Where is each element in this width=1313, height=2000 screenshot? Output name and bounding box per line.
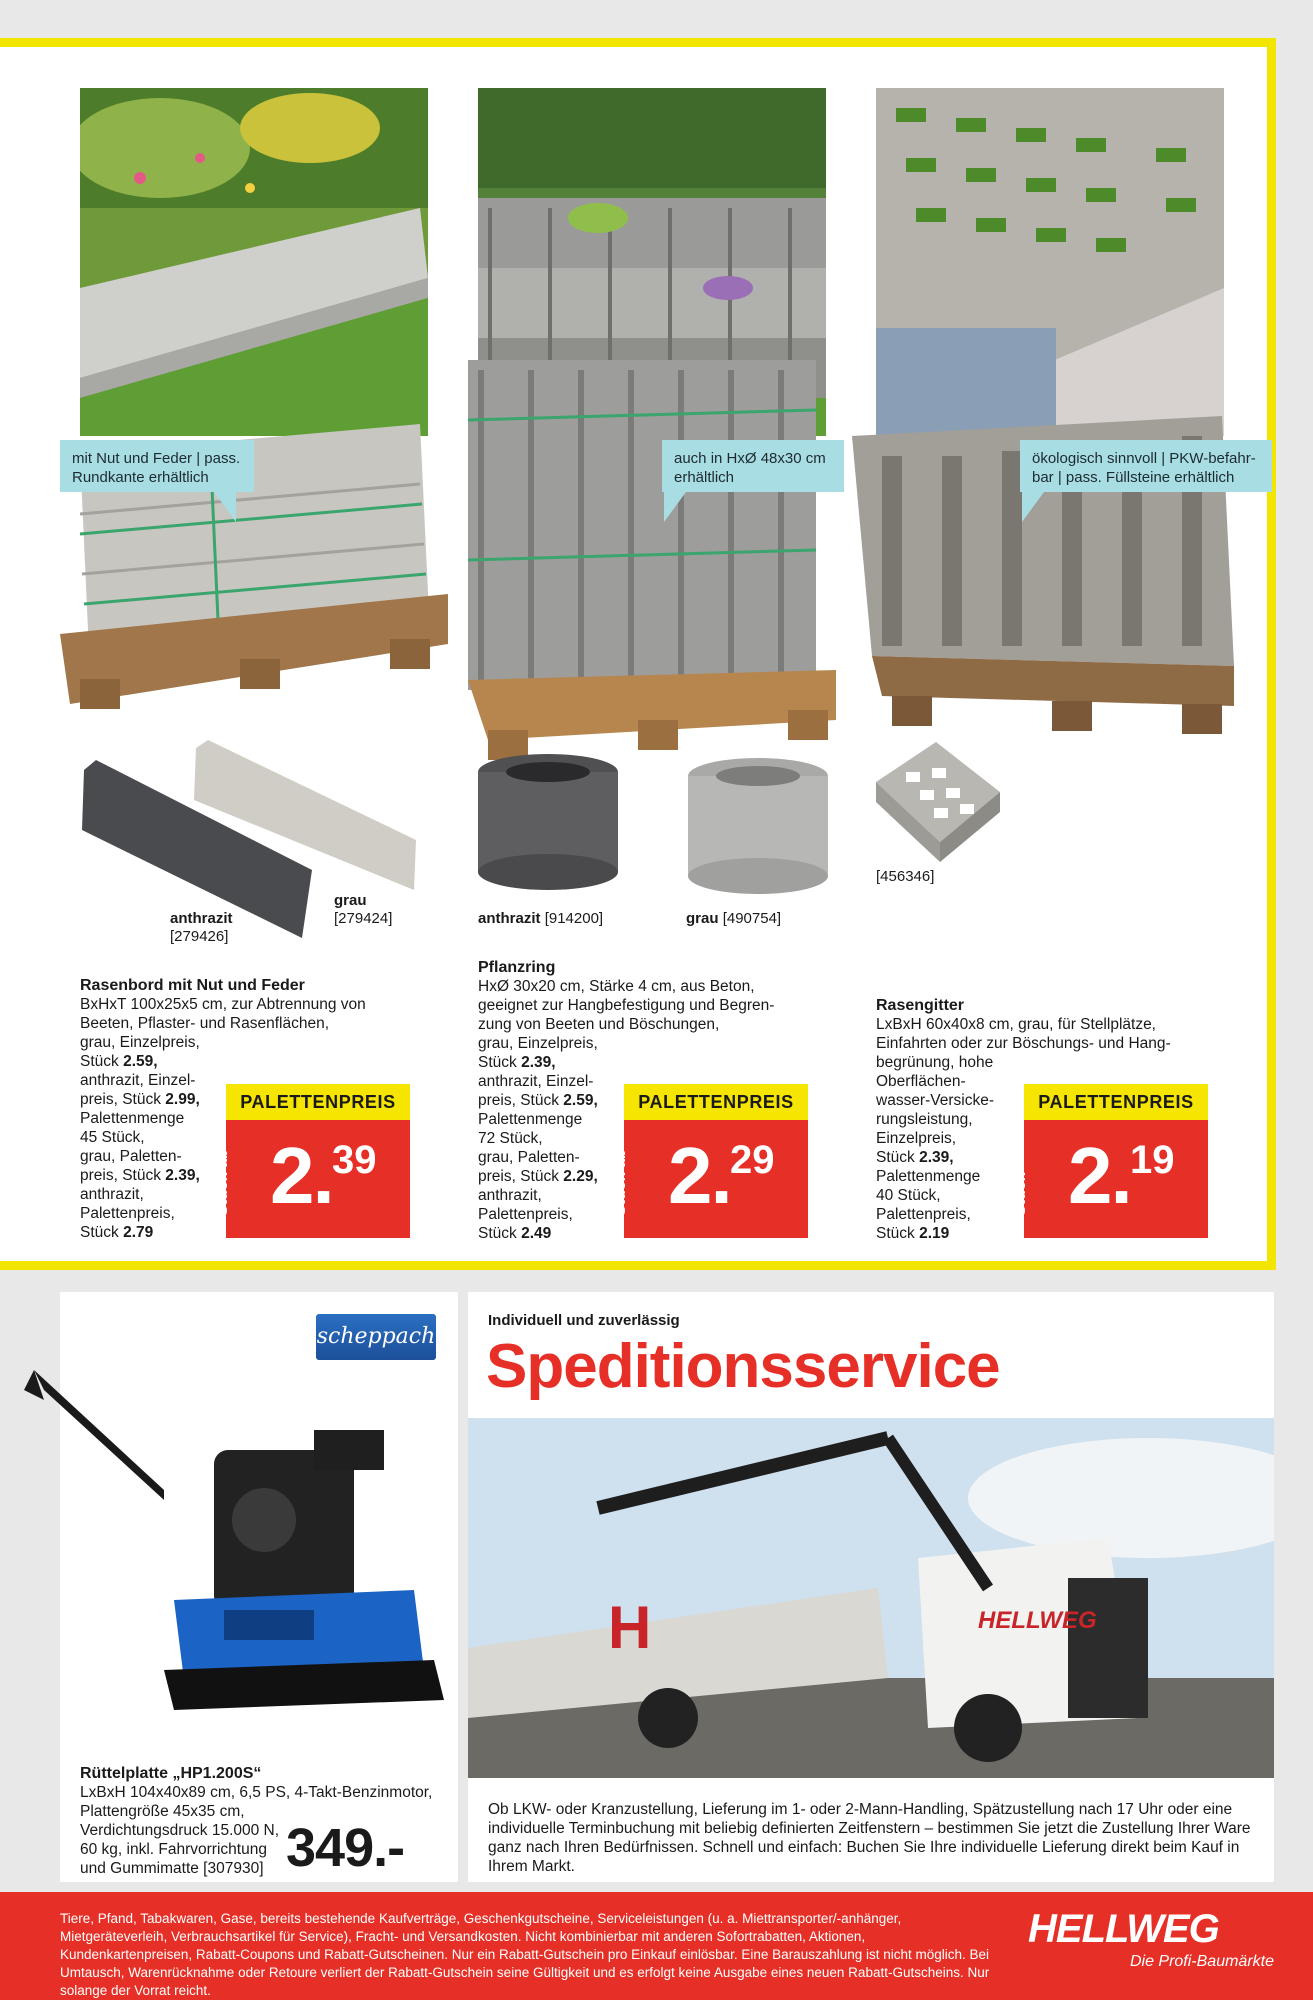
feature-bubble-edging [60, 440, 254, 492]
bubble-tail [664, 492, 686, 522]
price-decimal: 19 [1130, 1138, 1175, 1182]
desc-line: grau, Einzelpreis, [478, 1035, 598, 1052]
price-box [612, 1120, 808, 1238]
desc-line: BxHxT 100x25x5 cm, zur Abtrennung von [80, 996, 366, 1013]
price-prefix: Stück ab [214, 1149, 231, 1216]
price-line: Palettenpreis, [80, 1205, 175, 1222]
planting-ring-anthracite-image [476, 752, 620, 892]
hellweg-tagline: Die Profi-Baumärkte [1129, 1953, 1274, 1970]
price-decimal: 29 [730, 1138, 775, 1182]
desc-line: zung von Beeten und Böschungen, [478, 1016, 720, 1033]
bubble-tail [1022, 492, 1044, 522]
price-line: preis, Stück 2.99, [80, 1091, 200, 1108]
bubble-text: mit Nut und Feder | pass. Rundkante erhältlich [72, 450, 241, 486]
price-prefix: Stück ab [612, 1149, 629, 1216]
variant-name: grau [686, 910, 719, 927]
desc-line: wasser-Versicke- [876, 1092, 994, 1109]
price-line: anthrazit, [478, 1187, 542, 1204]
desc-line: Oberflächen- [876, 1073, 966, 1090]
price-line: preis, Stück 2.39, [80, 1167, 200, 1184]
feature-bubble-grass-paver [1020, 440, 1272, 492]
price-line: preis, Stück 2.29, [478, 1168, 598, 1185]
scheppach-logo: scheppach [316, 1314, 436, 1360]
feature-bubble-planting-ring [662, 440, 844, 492]
variant-label-ring-grey [686, 910, 836, 928]
grass-paver-single-image [876, 742, 1000, 874]
price-line: grau, Paletten- [478, 1149, 580, 1166]
desc-line: 60 kg, inkl. Fahrvorrichtung [80, 1841, 267, 1858]
desc-line: Verdichtungsdruck 15.000 N, [80, 1822, 280, 1839]
price-line: Stück 2.59, [80, 1053, 158, 1070]
variant-label-edging-grey [334, 892, 454, 928]
price-line: anthrazit, Einzel- [478, 1073, 594, 1090]
service-headline: Speditionsservice [486, 1332, 1000, 1401]
product-title: Pflanzring [478, 959, 556, 976]
desc-line: HxØ 30x20 cm, Stärke 4 cm, aus Beton, [478, 978, 755, 995]
price-line: 40 Stück, [876, 1187, 941, 1204]
variant-sku: [914200] [544, 910, 604, 927]
price-line: Palettenpreis, [478, 1206, 573, 1223]
price-line: Palettenpreis, [876, 1206, 971, 1223]
desc-line: grau, Einzelpreis, [80, 1034, 200, 1051]
product-title: Rüttelplatte „HP1.200S“ [80, 1765, 262, 1782]
desc-line: LxBxH 60x40x8 cm, grau, für Stellplätze, [876, 1016, 1156, 1033]
delivery-truck-photo [468, 1418, 1274, 1778]
price-integer: 2. [668, 1131, 731, 1220]
price-tag-planting-ring [612, 1084, 808, 1238]
price-line: Palettenmenge [876, 1168, 981, 1185]
desc-line: begrünung, hohe [876, 1054, 994, 1071]
product-title: Rasenbord mit Nut und Feder [80, 977, 305, 994]
price-line: Stück 2.49 [478, 1225, 552, 1242]
planting-ring-pallet-image [468, 360, 836, 780]
variant-sku: [490754] [722, 910, 782, 927]
desc-line: Beeten, Pflaster- und Rasenflächen, [80, 1015, 330, 1032]
price-line: Palettenmenge [478, 1111, 583, 1128]
price-line: preis, Stück 2.59, [478, 1092, 598, 1109]
price-decimal: 39 [332, 1138, 377, 1182]
price-tag-edging [214, 1084, 410, 1238]
price-integer: 2. [1068, 1131, 1131, 1220]
price-line: Stück 2.39, [478, 1054, 556, 1071]
edging-grey-image [190, 740, 420, 890]
variant-name: anthrazit [478, 910, 541, 927]
product-title: Rasengitter [876, 997, 965, 1014]
desc-line: Plattengröße 45x35 cm, [80, 1803, 245, 1820]
price-line: Stück 2.19 [876, 1225, 950, 1242]
bubble-text: auch in HxØ 48x30 cm erhältlich [674, 450, 826, 486]
service-body: Ob LKW- oder Kranzustellung, Lieferung im 1- oder 2-Mann-Handling, Spätzustellung nach 17 Uhr oder eine individuelle Terminbuchung mit beliebig definierten Zeitfenstern – bestimmen Sie jetzt die Zustellung Ihrer Ware ganz nach Ihren Bedürfnissen. Schnell und einfach: Buchen Sie Ihre individuelle Lieferung direkt beim Kauf in Ihrem Markt. [488, 1801, 1251, 1875]
price-line: anthrazit, Einzel- [80, 1072, 196, 1089]
price-prefix: Stück [1012, 1172, 1029, 1216]
variant-name: grau [334, 892, 367, 909]
price-tag-grass-paver [1012, 1084, 1208, 1238]
price-box [1012, 1120, 1208, 1238]
desc-line: LxBxH 104x40x89 cm, 6,5 PS, 4-Takt-Benzinmotor, [80, 1784, 433, 1801]
footer-legal-text: Tiere, Pfand, Tabakwaren, Gase, bereits bestehende Kaufverträge, Geschenkgutscheine, Serviceleistungen (u. a. Miettransporter/-anhänger, Mietgeräteverleih, Verbrauchsartikel für Service), Fracht- und Versandkosten. Nicht kombinierbar mit anderen Sofortrabatten, Aktionen, Kundenkartenpreisen, Rabatt-Coupons und Rabatt-Gutscheinen. Nur ein Rabatt-Gutschein pro Einkauf einlösbar. Eine Barauszahlung ist nicht möglich. Bei Umtausch, Warenrücknahme oder Retoure verliert der Rabatt-Gutschein seine Gültigkeit und es erfolgt keine Ausgabe eines neuen Rabatt-Gutscheins. Nur solange der Vorrat reicht. [60, 1911, 990, 1998]
planting-ring-grey-image [686, 756, 830, 896]
grass-paver-photo [876, 88, 1224, 436]
bubble-tail [214, 492, 236, 522]
variant-sku: [279426] [170, 928, 229, 945]
variant-label-grass-paver [876, 868, 996, 886]
hellweg-logo: HELLWEG [1028, 1907, 1219, 1951]
price-line: grau, Paletten- [80, 1148, 182, 1165]
service-kicker: Individuell und zuverlässig [488, 1312, 680, 1329]
price-line: 45 Stück, [80, 1129, 145, 1146]
desc-line: rungsleistung, [876, 1111, 973, 1128]
price-box [214, 1120, 410, 1238]
variant-sku: [456346] [876, 868, 935, 885]
truck-letter-text: H [608, 1594, 652, 1661]
variant-name: anthrazit [170, 910, 233, 927]
pallet-price-banner: PALETTENPREIS [1024, 1084, 1208, 1120]
compactor-price: 349.- [286, 1818, 405, 1878]
desc-line: und Gummimatte [307930] [80, 1860, 264, 1877]
desc-line: geeignet zur Hangbefestigung und Begren- [478, 997, 775, 1014]
pallet-price-banner: PALETTENPREIS [226, 1084, 410, 1120]
pallet-price-banner: PALETTENPREIS [624, 1084, 808, 1120]
plate-compactor-image [14, 1350, 444, 1720]
desc-line: Einfahrten oder zur Böschungs- und Hang- [876, 1035, 1171, 1052]
price-integer: 2. [270, 1131, 333, 1220]
variant-sku: [279424] [334, 910, 393, 927]
price-line: Stück 2.39, [876, 1149, 954, 1166]
garden-edging-photo [80, 88, 428, 436]
price-line: 72 Stück, [478, 1130, 543, 1147]
bubble-text: ökologisch sinnvoll | PKW-befahr- bar | pass. Füllsteine erhältlich [1032, 450, 1256, 486]
desc-line: Einzelpreis, [876, 1130, 957, 1147]
price-line: Palettenmenge [80, 1110, 185, 1127]
truck-brand-text: HELLWEG [978, 1607, 1097, 1634]
price-line: anthrazit, [80, 1186, 144, 1203]
variant-label-edging-anthracite [170, 910, 290, 946]
price-line: Stück 2.79 [80, 1224, 154, 1241]
variant-label-ring-anthracite [478, 910, 658, 928]
